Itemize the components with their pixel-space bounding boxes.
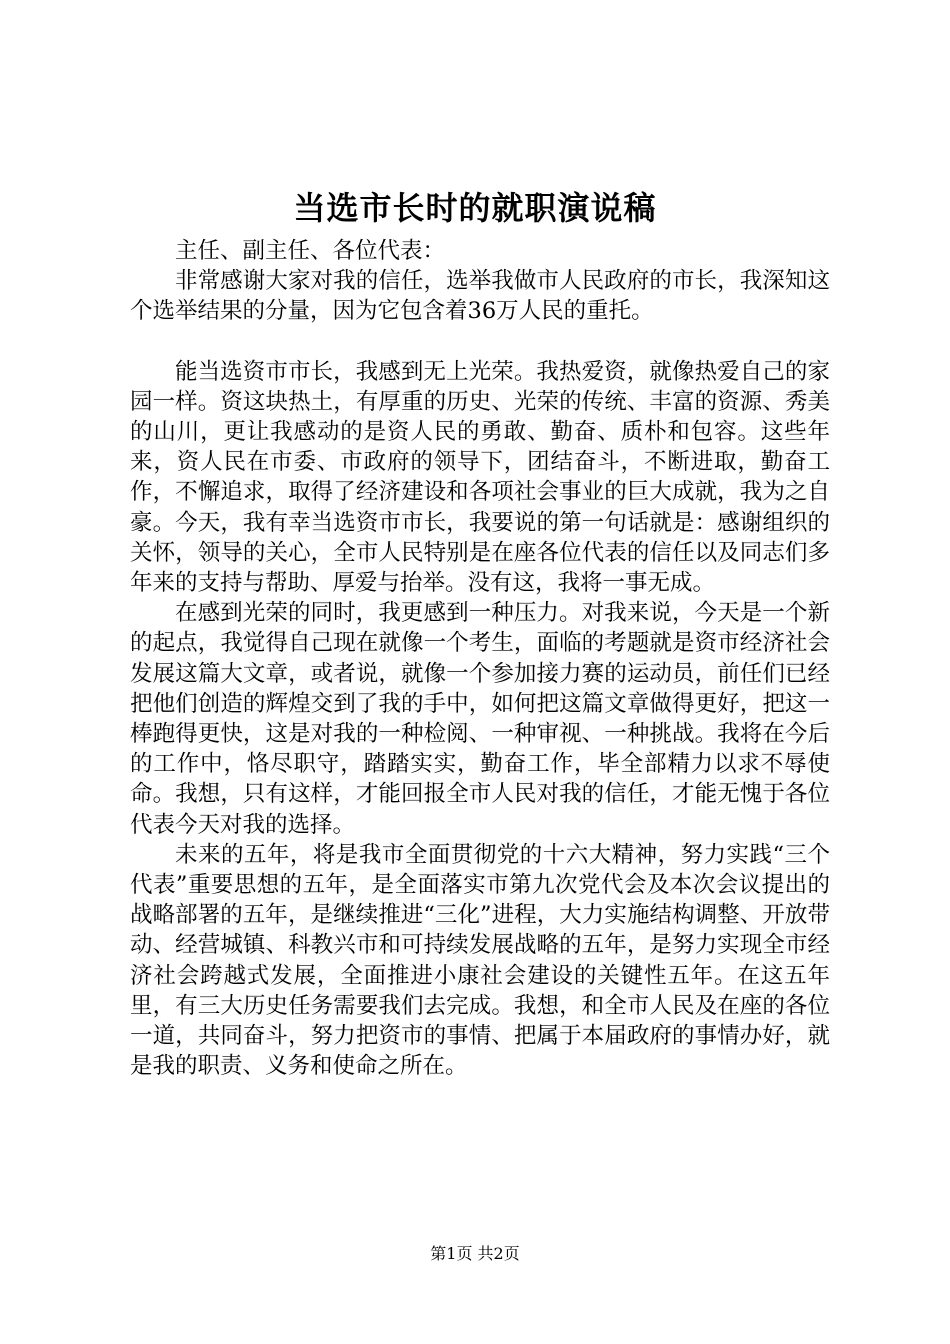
body-paragraph: 能当选资市市长，我感到无上光荣。我热爱资，就像热爱自己的家园一样。资这块热土，有厚重的历史、光荣的传统、丰富的资源、秀美的山川，更让我感动的是资人民的勇敢、勤奋、质朴和包容。这些年来，资人民在市委、市政府的领导下，团结奋斗，不断进取，勤奋工作，不懈追求，取得了经济建设和各项社会事业的巨大成就，我为之自豪。今天，我有幸当选资市市长，我要说的第一句话就是：感谢组织的关怀，领导的关心，全市人民特别是在座各位代表的信任以及同志们多年来的支持与帮助、厚爱与抬举。没有这，我将一事无成。 <box>130 358 830 597</box>
document-title: 当选市长时的就职演说稿 <box>293 189 657 227</box>
body-paragraph: 在感到光荣的同时，我更感到一种压力。对我来说，今天是一个新的起点，我觉得自己现在就像一个考生，面临的考题就是资市经济社会发展这篇大文章，或者说，就像一个参加接力赛的运动员，前任们已经把他们创造的辉煌交到了我的手中，如何把这篇文章做得更好，把这一棒跑得更快，这是对我的一种检阅、一种审视、一种挑战。我将在今后的工作中，恪尽职守，踏踏实实，勤奋工作，毕全部精力以求不辱使命。我想，只有这样，才能回报全市人民对我的信任，才能无愧于各位代表今天对我的选择。 <box>130 600 830 838</box>
body-paragraph: 未来的五年，将是我市全面贯彻党的十六大精神，努力实践“三个代表”重要思想的五年，是全面落实市第九次党代会及本次会议提出的战略部署的五年，是继续推进“三化”进程，大力实施结构调整、开放带动、经营城镇、科教兴市和可持续发展战略的五年，是努力实现全市经济社会跨越式发展，全面推进小康社会建设的关键性五年。在这五年里，有三大历史任务需要我们去完成。我想，和全市人民及在座的各位一道，共同奋斗，努力把资市的事情、把属于本届政府的事情办好，就是我的职责、义务和使命之所在。 <box>130 841 830 1080</box>
page-footer: 第1页 共2页 <box>430 1244 520 1263</box>
salutation-paragraph: 主任、副主任、各位代表： <box>175 238 446 264</box>
body-paragraph: 非常感谢大家对我的信任，选举我做市人民政府的市长，我深知这个选举结果的分量，因为它包含着36万人民的重托。 <box>130 268 830 325</box>
document-body <box>130 236 830 1081</box>
